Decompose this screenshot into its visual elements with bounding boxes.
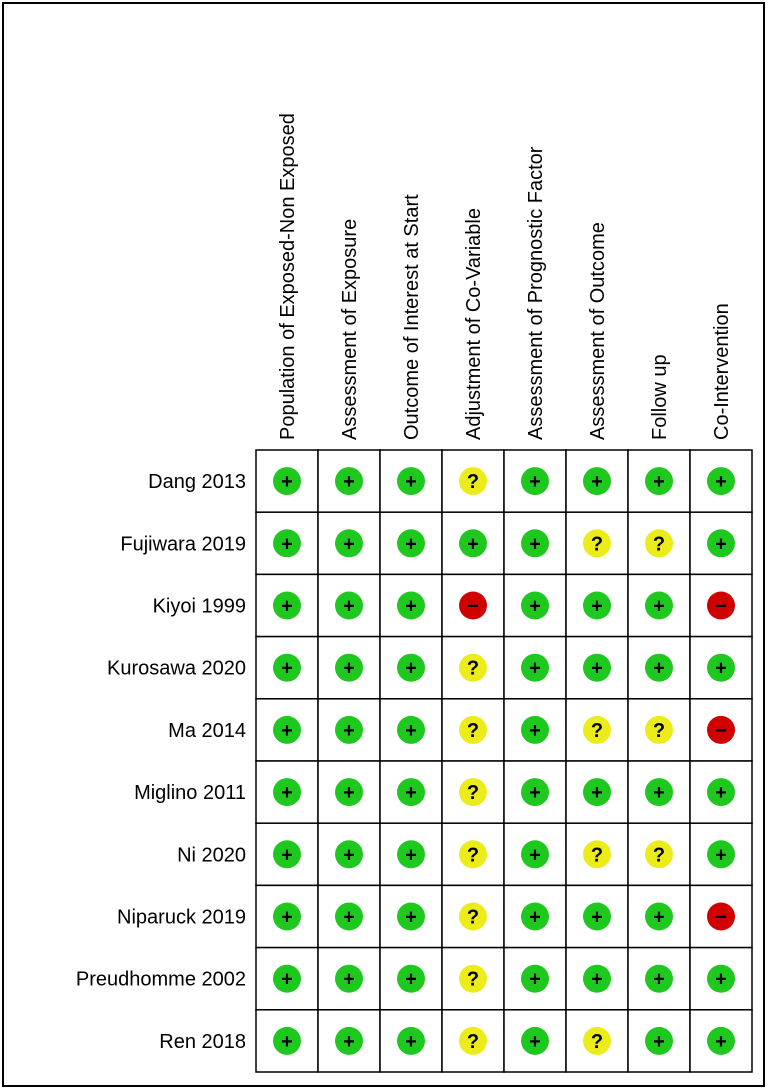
rating-symbol: + — [529, 719, 541, 742]
rating-symbol: + — [591, 906, 603, 929]
rating-symbol: + — [529, 657, 541, 680]
rating-symbol: + — [343, 657, 355, 680]
rating-symbol: ? — [466, 968, 480, 991]
rating-symbol: ? — [466, 844, 480, 867]
rating-symbol: + — [281, 595, 293, 618]
rating-symbol: − — [467, 595, 479, 618]
rating-symbol: − — [715, 906, 727, 929]
row-label: Kiyoi 1999 — [152, 595, 246, 618]
rating-symbol: ? — [466, 906, 480, 929]
rating-symbol: ? — [652, 844, 666, 867]
rating-symbol: + — [529, 533, 541, 556]
rating-symbol: ? — [652, 533, 666, 556]
rating-symbol: + — [653, 471, 665, 494]
rating-symbol: + — [715, 533, 727, 556]
row-label: Kurosawa 2020 — [107, 657, 246, 680]
rating-symbol: + — [343, 719, 355, 742]
rating-symbol: + — [529, 968, 541, 991]
column-label: Follow up — [649, 354, 671, 440]
row-label: Niparuck 2019 — [117, 906, 246, 929]
column-label: Assessment of Exposure — [339, 218, 361, 440]
rating-symbol: + — [529, 595, 541, 618]
rating-symbol: + — [405, 595, 417, 618]
rating-symbol: ? — [466, 657, 480, 680]
rating-symbol: + — [591, 595, 603, 618]
rating-symbol: + — [343, 844, 355, 867]
rating-symbol: + — [343, 906, 355, 929]
rating-symbol: + — [405, 906, 417, 929]
column-label: Co-Intervention — [711, 303, 733, 440]
rating-symbol: + — [591, 968, 603, 991]
column-label: Adjustment of Co-Variable — [463, 208, 485, 440]
rating-symbol: ? — [590, 533, 604, 556]
rating-symbol: + — [405, 844, 417, 867]
row-label: Preudhomme 2002 — [75, 968, 246, 991]
rating-symbol: + — [715, 471, 727, 494]
rating-symbol: ? — [590, 844, 604, 867]
rating-symbol: ? — [652, 719, 666, 742]
rating-symbol: + — [281, 719, 293, 742]
rating-symbol: + — [281, 533, 293, 556]
rating-symbol: + — [715, 1030, 727, 1053]
rating-symbol: + — [529, 844, 541, 867]
rating-symbol: ? — [590, 1030, 604, 1053]
rating-symbol: + — [343, 471, 355, 494]
rating-symbol: + — [529, 782, 541, 805]
rating-symbol: + — [715, 657, 727, 680]
rating-symbol: + — [591, 657, 603, 680]
rating-symbol: + — [653, 657, 665, 680]
row-label: Dang 2013 — [148, 471, 246, 494]
rating-symbol: + — [343, 968, 355, 991]
column-label: Outcome of Interest at Start — [401, 194, 423, 440]
risk-of-bias-figure — [2, 2, 765, 1087]
rating-symbol: + — [653, 968, 665, 991]
rating-symbol: + — [343, 1030, 355, 1053]
column-label: Assessment of Outcome — [587, 222, 609, 440]
rating-symbol: ? — [466, 1030, 480, 1053]
rating-symbol: − — [715, 595, 727, 618]
rating-symbol: + — [405, 471, 417, 494]
column-label: Assessment of Prognostic Factor — [525, 146, 547, 440]
rating-symbol: + — [281, 782, 293, 805]
rating-symbol: ? — [466, 471, 480, 494]
rating-symbol: + — [281, 1030, 293, 1053]
rating-symbol: + — [281, 657, 293, 680]
rating-symbol: + — [529, 906, 541, 929]
rating-symbol: + — [281, 844, 293, 867]
rating-symbol: + — [591, 782, 603, 805]
rating-symbol: ? — [590, 719, 604, 742]
rating-symbol: + — [281, 906, 293, 929]
rating-symbol: + — [653, 595, 665, 618]
rating-symbol: + — [343, 595, 355, 618]
rating-symbol: + — [343, 533, 355, 556]
rating-symbol: + — [715, 968, 727, 991]
rating-symbol: + — [653, 906, 665, 929]
row-label: Ma 2014 — [168, 719, 246, 742]
rating-symbol: + — [653, 1030, 665, 1053]
rating-symbol: ? — [466, 719, 480, 742]
row-label: Miglino 2011 — [134, 782, 246, 805]
rating-symbol: + — [281, 471, 293, 494]
rating-symbol: + — [405, 968, 417, 991]
rating-symbol: + — [529, 1030, 541, 1053]
column-label: Population of Exposed-Non Exposed — [277, 113, 299, 440]
rating-symbol: ? — [466, 782, 480, 805]
rating-symbol: + — [405, 719, 417, 742]
rating-symbol: + — [405, 782, 417, 805]
row-label: Ren 2018 — [159, 1030, 246, 1053]
rating-symbol: + — [715, 782, 727, 805]
rating-symbol: + — [405, 1030, 417, 1053]
rating-symbol: − — [715, 719, 727, 742]
rating-symbol: + — [467, 533, 479, 556]
rating-symbol: + — [405, 657, 417, 680]
row-label: Fujiwara 2019 — [120, 533, 246, 556]
rating-symbol: + — [529, 471, 541, 494]
rating-symbol: + — [715, 844, 727, 867]
risk-of-bias-grid — [4, 4, 767, 1089]
row-label: Ni 2020 — [177, 844, 246, 867]
rating-symbol: + — [343, 782, 355, 805]
rating-symbol: + — [405, 533, 417, 556]
rating-symbol: + — [591, 471, 603, 494]
rating-symbol: + — [653, 782, 665, 805]
rating-symbol: + — [281, 968, 293, 991]
